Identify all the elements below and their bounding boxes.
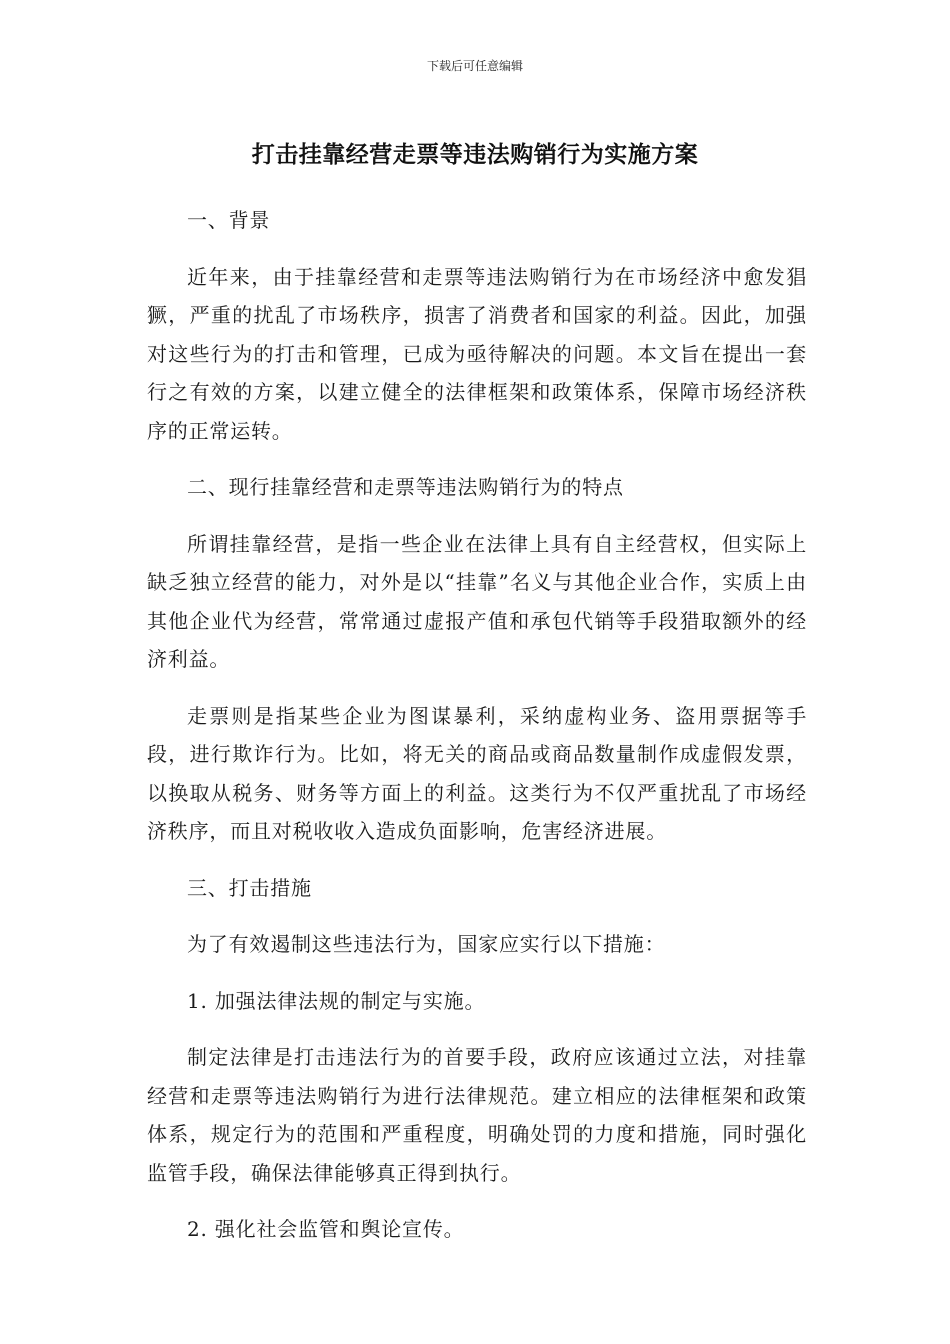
document-title: 打击挂靠经营走票等违法购销行为实施方案	[251, 142, 699, 168]
document-body	[147, 201, 807, 1267]
paragraph-invoice-fraud: 走票则是指某些企业为图谋暴利，采纳虚构业务、盗用票据等手段，进行欺诈行为。比如，将无关的商品或商品数量制作成虚假发票，以换取从税务、财务等方面上的利益。这类行为不仅严重扰乱了市场经济秩序，而且对税收收入造成负面影响，危害经济进展。	[147, 703, 807, 843]
paragraph-measure-1: 制定法律是打击违法行为的首要手段，政府应该通过立法，对挂靠经营和走票等违法购销行为进行法律规范。建立相应的法律框架和政策体系，规定行为的范围和严重程度，明确处罚的力度和措施，同时强化监管手段，确保法律能够真正得到执行。	[147, 1045, 807, 1185]
measure-heading-1: 1. 加强法律法规的制定与实施。	[187, 988, 486, 1013]
paragraph-affiliated-operation: 所谓挂靠经营，是指一些企业在法律上具有自主经营权，但实际上缺乏独立经营的能力，对外是以“挂靠”名义与其他企业合作，实质上由其他企业代为经营，常常通过虚报产值和承包代销等手段猎取额外的经济利益。	[147, 531, 807, 671]
section-heading-measures: 三、打击措施	[187, 875, 312, 900]
paragraph-measures-intro: 为了有效遏制这些违法行为，国家应实行以下措施：	[187, 932, 666, 956]
measure-heading-2: 2. 强化社会监管和舆论宣传。	[187, 1217, 465, 1241]
section-heading-background: 一、背景	[187, 208, 271, 232]
header-note: 下载后可任意编辑	[426, 59, 523, 73]
paragraph-background: 近年来，由于挂靠经营和走票等违法购销行为在市场经济中愈发猖獗，严重的扰乱了市场秩序，损害了消费者和国家的利益。因此，加强对这些行为的打击和管理，已成为亟待解决的问题。本文旨在提出一套行之有效的方案，以建立健全的法律框架和政策体系，保障市场经济秩序的正常运转。	[147, 264, 807, 443]
section-heading-characteristics: 二、现行挂靠经营和走票等违法购销行为的特点	[187, 475, 624, 499]
